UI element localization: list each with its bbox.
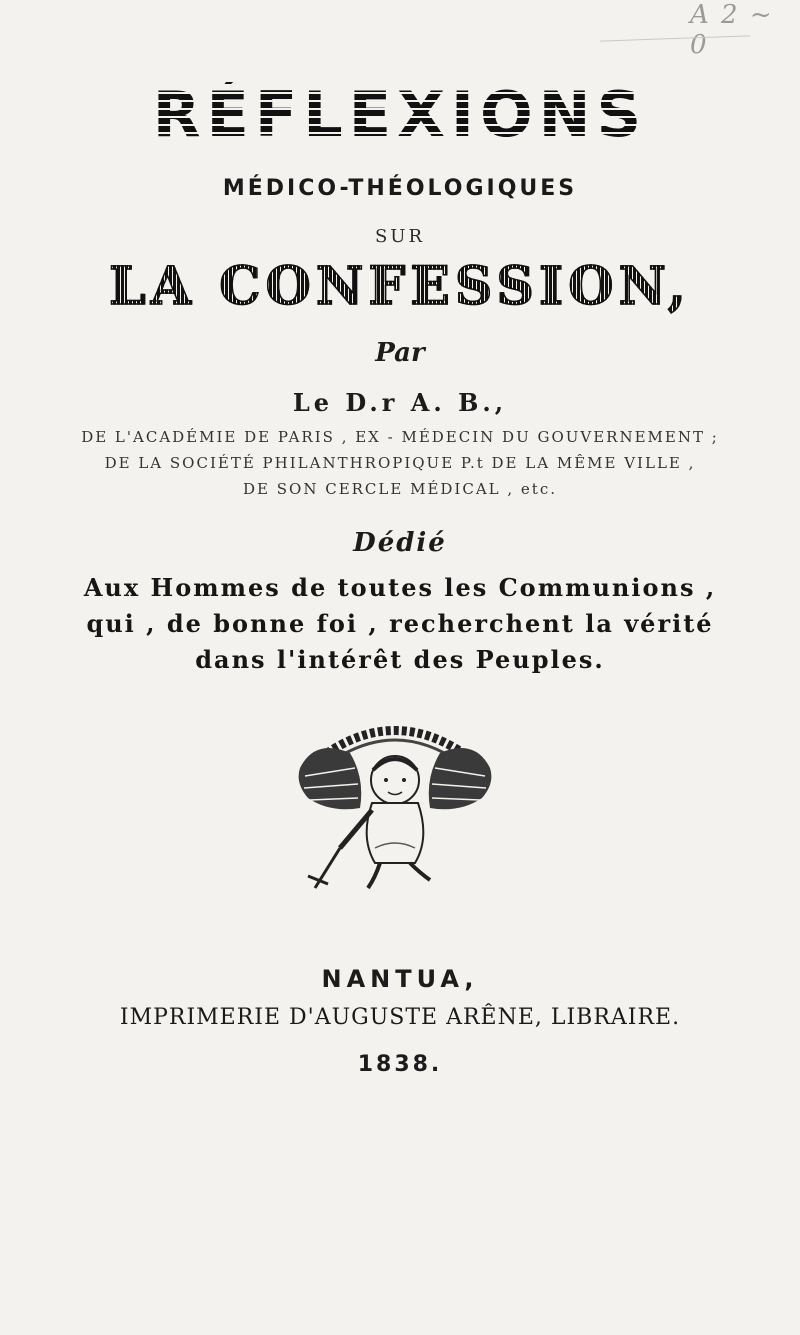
dedication-line: qui , de bonne foi , recherchent la vérité bbox=[86, 609, 714, 638]
shelfmark-annotation: A 2 ~ 0 bbox=[690, 0, 774, 60]
dedication-line: Aux Hommes de toutes les Communions , bbox=[83, 573, 717, 602]
title-main-text: RÉFLEXIONS bbox=[152, 78, 648, 151]
title-main bbox=[0, 78, 800, 151]
affiliation-line: DE SON CERCLE MÉDICAL , etc. bbox=[243, 480, 557, 498]
affiliation-line: DE LA SOCIÉTÉ PHILANTHROPIQUE P.t DE LA MÊME VILLE , bbox=[104, 454, 696, 472]
cherub-wreath-icon bbox=[280, 698, 510, 894]
affiliation-line: DE L'ACADÉMIE DE PARIS , EX - MÉDECIN DU GOUVERNEMENT ; bbox=[81, 428, 719, 446]
byline-par: Par bbox=[375, 338, 425, 368]
imprint-printer: IMPRIMERIE D'AUGUSTE ARÊNE, LIBRAIRE. bbox=[119, 1005, 681, 1030]
dedication-line: dans l'intérêt des Peuples. bbox=[195, 645, 605, 674]
imprint-place: NANTUA, bbox=[321, 965, 479, 993]
imprint-year: 1838. bbox=[357, 1052, 443, 1077]
author-name: Le D.r A. B., bbox=[292, 388, 508, 417]
title-subject-text: LA CONFESSION, bbox=[109, 256, 691, 317]
title-preposition: SUR bbox=[374, 226, 426, 247]
dedication-heading: Dédié bbox=[353, 528, 447, 558]
title-subject bbox=[0, 256, 800, 317]
title-subtitle: MÉDICO-THÉOLOGIQUES bbox=[222, 176, 578, 201]
